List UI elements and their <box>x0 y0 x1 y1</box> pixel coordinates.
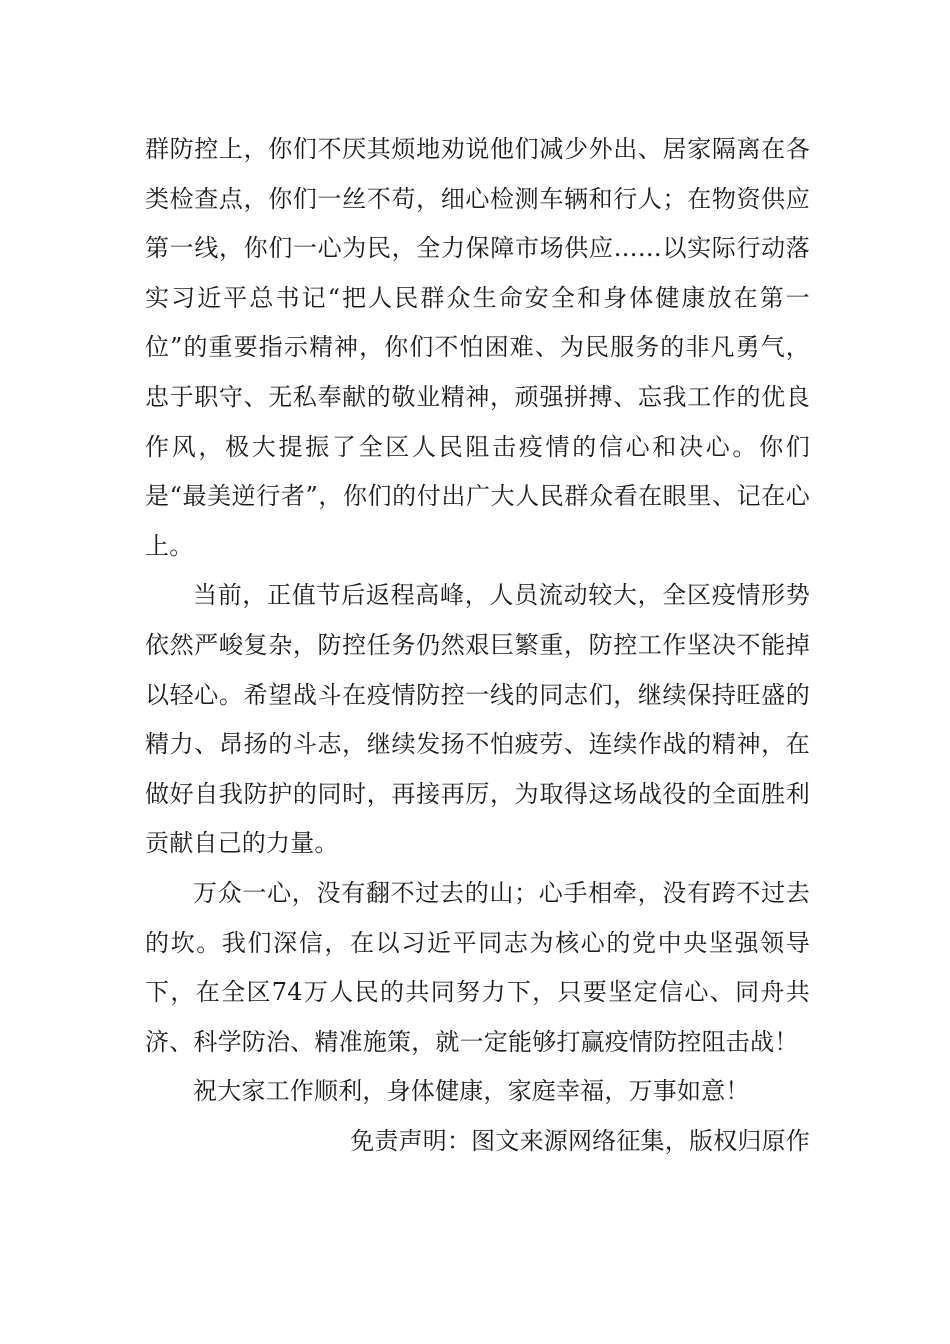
paragraph-blessing: 祝大家工作顺利，身体健康，家庭幸福，万事如意！ <box>193 1077 750 1106</box>
paragraph-confidence: 万众一心，没有翻不过去的山；心手相牵，没有跨不过去的坎。我们深信，在以习近平同志为核心的党中央坚强领导下，在全区74万人民的共同努力下，只要坚定信心、同舟共济、科学防治、精准施策，就一定能够打赢疫情防控阻击战！ <box>145 878 810 1056</box>
document-body <box>145 125 810 1166</box>
disclaimer-text: 免责声明：图文来源网络征集，版权归原作 <box>350 1126 810 1155</box>
paragraph-current-situation: 当前，正值节后返程高峰，人员流动较大，全区疫情形势依然严峻复杂，防控任务仍然艰巨繁重，防控工作坚决不能掉以轻心。希望战斗在疫情防控一线的同志们，继续保持旺盛的精力、昂扬的斗志，继续发扬不怕疲劳、连续作战的精神，在做好自我防护的同时，再接再厉，为取得这场战役的全面胜利贡献自己的力量。 <box>145 581 810 858</box>
paragraph-continuation: 群防控上，你们不厌其烦地劝说他们减少外出、居家隔离在各类检查点，你们一丝不苟，细心检测车辆和行人；在物资供应第一线，你们一心为民，全力保障市场供应……以实际行动落实习近平总书记“把人民群众生命安全和身体健康放在第一位”的重要指示精神，你们不怕困难、为民服务的非凡勇气，忠于职守、无私奉献的敬业精神，顽强拼搏、忘我工作的优良作风，极大提振了全区人民阻击疫情的信心和决心。你们是“最美逆行者”，你们的付出广大人民群众看在眼里、记在心上。 <box>145 135 810 560</box>
